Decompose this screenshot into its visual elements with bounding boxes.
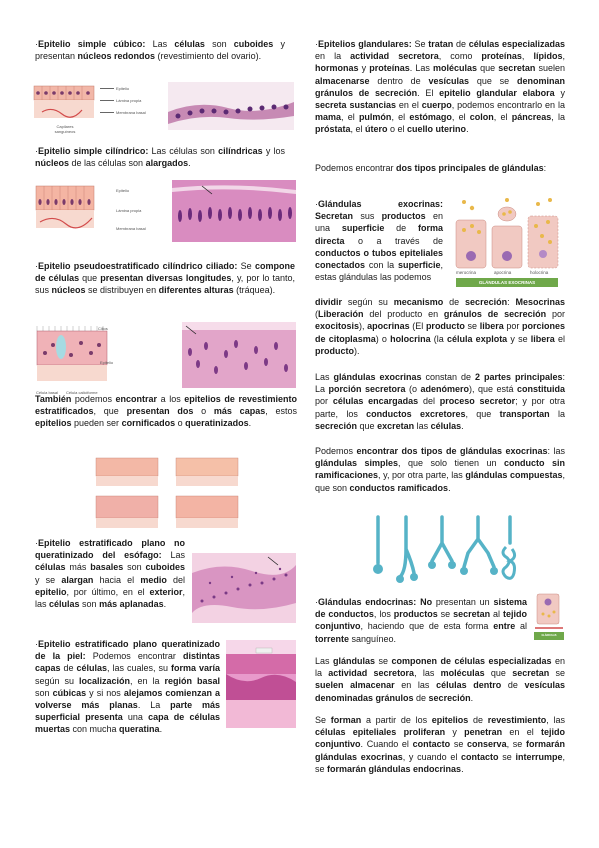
glandular-epithelium-paragraph: ·Epitelios glandulares: Se tratan de células especializadas en la actividad secretora, como proteínas, lípidos, hormonas y proteínas. Las moléculas que secretan suelen almacenarse dentro de vesículas que se denominan gránulos de secreción. El epitelio glandular elabora y secreta sustancias en el cuerpo, podemos encontrarlo en la mama, el pulmón, el estómago, el colon, el páncreas, la próstata, el útero o el cuello uterino. bbox=[315, 39, 565, 135]
label-epitelio-2: Epitelio bbox=[116, 188, 130, 193]
label-lamina-2: Lámina propia bbox=[116, 208, 142, 213]
exocrine-types-paragraph: Podemos encontrar dos tipos de glándulas exocrinas: las glándulas simples, que solo tienen un conducto sin ramificaciones, y, por otra parte, las glándulas compuestas, que son conductos ramificados. bbox=[315, 446, 566, 493]
label-holocrina: holocrina bbox=[530, 270, 549, 275]
endocrine-banner: GLÁNDULAS ENDOCRINAS bbox=[534, 632, 564, 640]
exocrine-paragraph-bottom: dividir según su mecanismo de secreción: Mesocrinas (Liberación del producto en gránulos de secreción por exocitosis), apocrinas (El producto se libera por porciones de citoplasma) o holocrina (la célula explota y se libera el producto). bbox=[315, 297, 565, 356]
endocrine-diagram bbox=[533, 590, 565, 645]
cuboidal-micrograph bbox=[168, 82, 294, 130]
label-epitelio: Epitelio bbox=[116, 86, 130, 91]
secretion-mechanisms-diagram bbox=[452, 196, 566, 290]
columnar-epithelium-paragraph: ·Epitelio simple cilíndrico: Las células son cilíndricas y los núcleos de las células son alargados. bbox=[35, 146, 285, 169]
label-capilares: Capilares sanguíneos bbox=[54, 124, 76, 134]
label-epitelio-3: Epitelio bbox=[100, 360, 114, 365]
gland-types-diagram bbox=[366, 513, 522, 585]
columnar-micrograph bbox=[172, 180, 296, 242]
exocrine-paragraph-top: ·Glándulas exocrinas: Secretan sus productos en una superficie de forma directa o a través de conductos o tubos epiteliales conectados con la superficie, estas glándulas las podemos bbox=[315, 199, 443, 283]
label-membrana-2: Membrana basal bbox=[116, 226, 146, 231]
endocrine-paragraph: ·Glándulas endocrinas: No presentan un sistema de conductos, los productos se secretan al tejido conjuntivo, haciendo que de esta forma entre al torrente sanguíneo. bbox=[315, 597, 528, 644]
glands-composition-paragraph: Las glándulas se componen de células especializadas en la actividad secretora, las moléculas que secretan se suelen almacenar en las células dentro de vesículas denominadas gránulos de secreción. bbox=[315, 656, 565, 703]
label-basal: Célula basal bbox=[36, 390, 59, 395]
label-caliciforme: Célula caliciforme bbox=[66, 390, 98, 395]
pseudostratified-paragraph: ·Epitelio pseudoestratificado cilíndrico ciliado: Se compone de células que presentan diversas longitudes, y, por lo tanto, sus núcleos se distribuyen en diferentes alturas (tráquea). bbox=[35, 261, 295, 296]
label-apocrina: apocrina bbox=[494, 270, 512, 275]
label-membrana: Membrana basal bbox=[116, 110, 146, 115]
esophagus-paragraph: ·Epitelio estratificado plano no queratinizado del esófago: Las células más basales son cuboides y se alargan hacia el medio del epitelio, por último, en el exterior, las células son más aplanadas. bbox=[35, 538, 186, 610]
label-cilios: Cilios bbox=[98, 326, 108, 331]
skin-micrograph bbox=[226, 640, 296, 728]
pseudostratified-diagram bbox=[35, 323, 135, 389]
esophagus-micrograph bbox=[192, 553, 296, 623]
exocrine-parts-paragraph: Las glándulas exocrinas constan de 2 partes principales: La porción secretora (o adenómero), que está constituida por células encargadas del proceso secretor; y por otra parte, los conductos excretores, que transportan la secreción que excretan las células. bbox=[315, 372, 565, 431]
stratified-types-diagram bbox=[90, 452, 250, 534]
exocrine-banner: GLÁNDULAS EXOCRINAS bbox=[456, 278, 558, 287]
stratified-intro-paragraph: También podemos encontrar a los epitelios de revestimiento estratificados, que presentan dos o más capas, estos epitelios pueden ser cornificados o queratinizados. bbox=[35, 394, 297, 429]
cuboidal-epithelium-paragraph: ·Epitelio simple cúbico: Las células son cuboides y presentan núcleos redondos (revestimiento del ovario). bbox=[35, 39, 286, 62]
skin-paragraph: ·Epitelio estratificado plano queratinizado de la piel: Podemos encontrar distintas capas de células, las cuales, su forma varía según su localización, en la región basal son cúbicas y si nos alejamos comienzan a volverse más planas. La parte más superficial presenta una capa de células muertas con mucha queratina. bbox=[35, 639, 221, 735]
label-merocrina: merocrina bbox=[456, 270, 477, 275]
columnar-epithelium-diagram bbox=[32, 182, 117, 240]
pseudostratified-micrograph bbox=[182, 322, 296, 388]
glands-formation-paragraph: Se forman a partir de los epitelios de revestimiento, las células epiteliales proliferan y penetran en el tejido conjuntivo. Cuando el contacto se conserva, se formarán glándulas exocrinas, y cuando el contacto se interrumpe, se formarán glándulas endocrinas. bbox=[315, 715, 565, 774]
gland-types-intro: Podemos encontrar dos tipos principales de glándulas: bbox=[315, 163, 547, 173]
label-lamina: Lámina propia bbox=[116, 98, 142, 103]
